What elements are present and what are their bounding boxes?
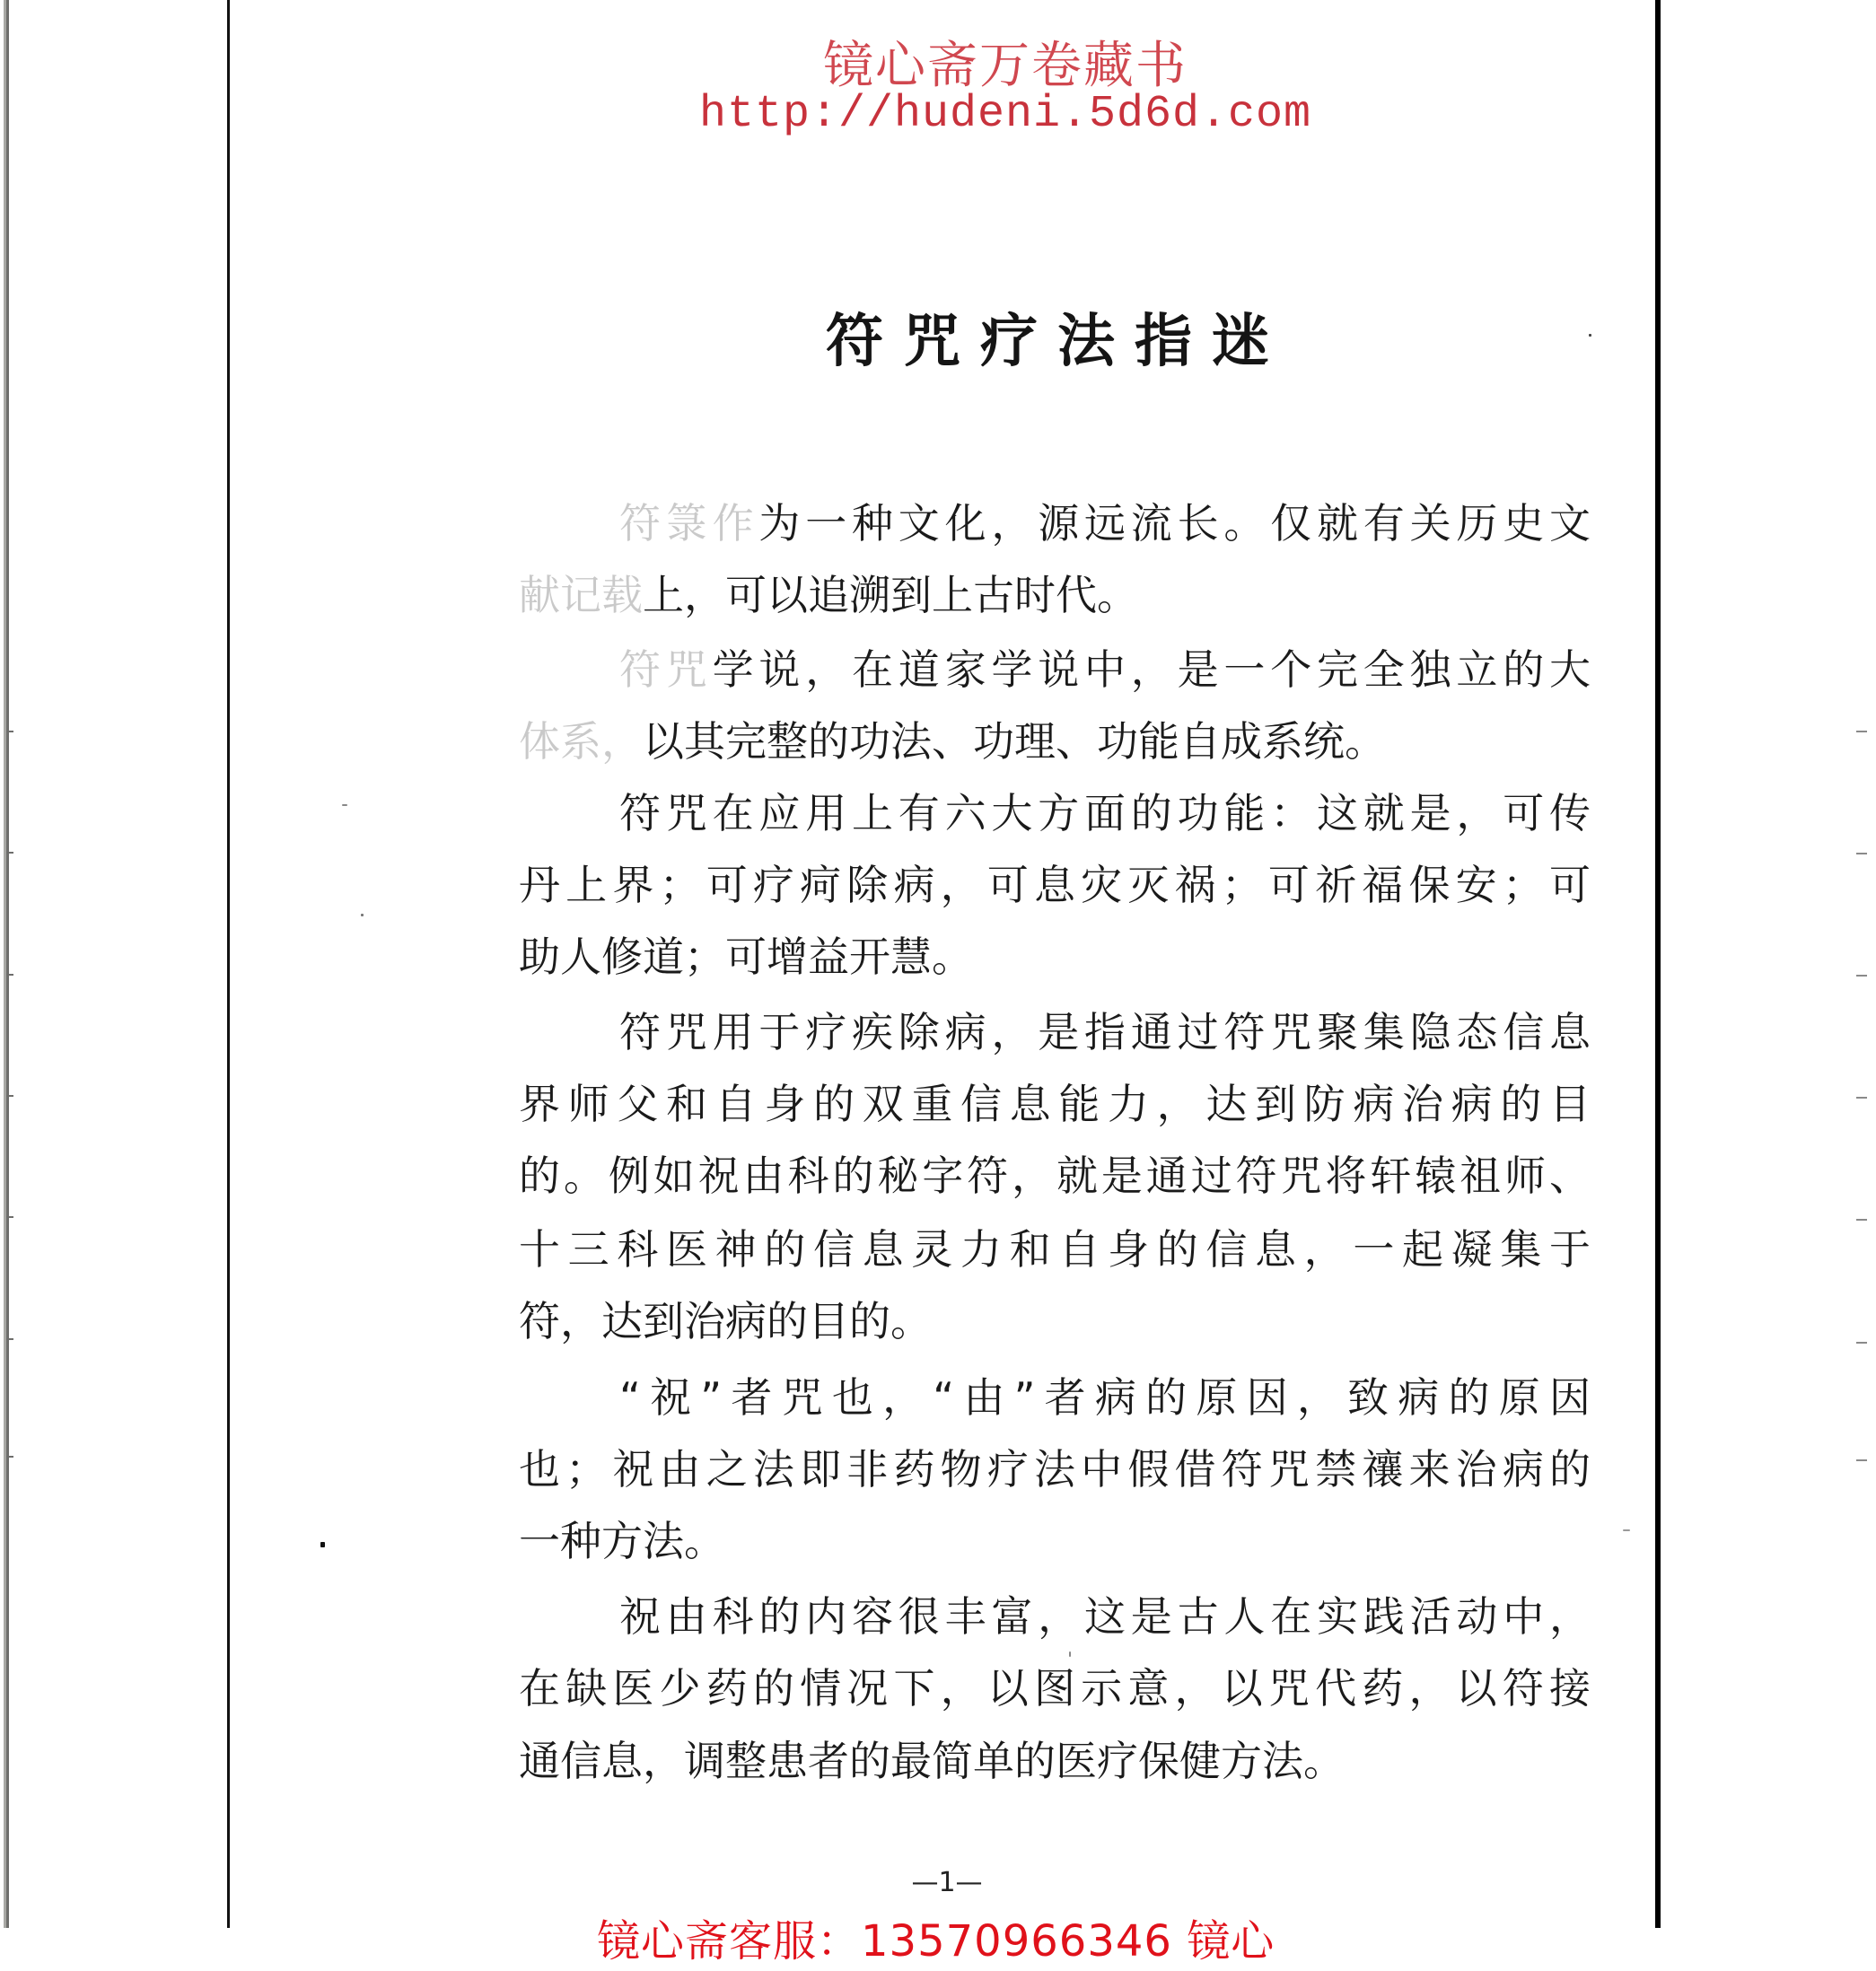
watermark-url-text: http://hudeni.5d6d.com (698, 89, 1312, 140)
right-edge-tick (1856, 1097, 1867, 1099)
watermark-footer-text: 镜心斋客服：13570966346 镜心 (597, 1916, 1276, 1967)
paragraph-2-line-2 (519, 716, 1591, 766)
left-edge-tick (6, 852, 13, 854)
right-page-border (1655, 0, 1661, 1928)
paragraph-5-line-1: “祝”者咒也，“由”者病的原因，致病的原因 (619, 1373, 1591, 1422)
paragraph-5-line-3: 一种方法。 (519, 1517, 725, 1565)
paragraph-4-line-2: 界师父和自身的双重信息能力，达到防病治病的目 (519, 1080, 1591, 1128)
right-edge-tick (1856, 853, 1867, 854)
right-edge-tick (1856, 1342, 1867, 1344)
watermark-footer (597, 1915, 1275, 1967)
left-edge-tick (6, 1095, 13, 1097)
scan-speck (361, 914, 364, 916)
paragraph-1-line-1 (619, 498, 1591, 548)
line-text: 为一种文化，源远流长。仅就有关历史文 (758, 499, 1591, 548)
left-edge-tick (6, 974, 13, 976)
paragraph-4-line-5: 符，达到治病的目的。 (519, 1297, 932, 1345)
paragraph-3-line-2: 丹上界；可疗疴除病，可息灾灭祸；可祈福保安；可 (519, 861, 1591, 909)
right-edge-tick (1856, 731, 1867, 732)
line-text: 以其完整的功法、功理、功能自成系统。 (643, 717, 1386, 766)
paragraph-2-line-1 (619, 644, 1591, 695)
paragraph-4-line-3: 的。例如祝由科的秘字符，就是通过符咒将轩辕祖师、 (519, 1152, 1591, 1200)
left-edge-tick (6, 1456, 13, 1458)
page-number: —1— (911, 1867, 983, 1898)
faded-text: 献记载 (519, 571, 643, 619)
right-edge-tick (1856, 975, 1867, 977)
left-edge-tick (6, 1216, 13, 1218)
paragraph-6-line-1: 祝由科的内容很丰富，这是古人在实践活动中， (619, 1592, 1591, 1641)
watermark-title-text: 镜心斋万卷藏书 (823, 37, 1188, 95)
faded-text: 符箓作 (619, 499, 759, 548)
paragraph-4-line-1: 符咒用于疗疾除病，是指通过符咒聚集隐态信息 (619, 1008, 1591, 1056)
paragraph-4-line-4: 十三科医神的信息灵力和自身的信息，一起凝集于 (519, 1225, 1591, 1274)
paragraph-3-line-1: 符咒在应用上有六大方面的功能：这就是，可传 (619, 789, 1591, 837)
paragraph-6-line-2: 在缺医少药的情况下，以图示意，以咒代药，以符接 (519, 1664, 1591, 1713)
paragraph-5-line-2: 也；祝由之法即非药物疗法中假借符咒禁禳来治病的 (519, 1445, 1591, 1494)
scan-speck (1069, 1651, 1071, 1657)
left-edge-tick (6, 731, 13, 732)
right-edge-tick (1856, 1459, 1867, 1461)
left-edge-tick (6, 1338, 13, 1340)
line-text: 学说，在道家学说中，是一个完全独立的大 (712, 645, 1591, 694)
paragraph-3-line-3: 助人修道；可增益开慧。 (519, 933, 973, 981)
right-edge-tick (1856, 1219, 1867, 1221)
chapter-title: 符咒疗法指迷 (826, 309, 1289, 375)
left-scan-edge (4, 0, 9, 1928)
paragraph-6-line-3: 通信息，调整患者的最简单的医疗保健方法。 (519, 1737, 1345, 1785)
paragraph-1-line-2 (519, 570, 1591, 620)
scan-speck (1589, 334, 1591, 337)
scan-speck (1623, 1529, 1630, 1531)
watermark-title (0, 39, 1876, 93)
gutter-line (227, 0, 230, 1928)
faded-text: 符咒 (619, 645, 713, 694)
watermark-url (0, 90, 1876, 140)
scan-speck (320, 1542, 325, 1547)
scan-speck (342, 804, 347, 806)
line-text: 上，可以追溯到上古时代。 (643, 571, 1138, 619)
faded-text: 体系， (519, 717, 643, 766)
